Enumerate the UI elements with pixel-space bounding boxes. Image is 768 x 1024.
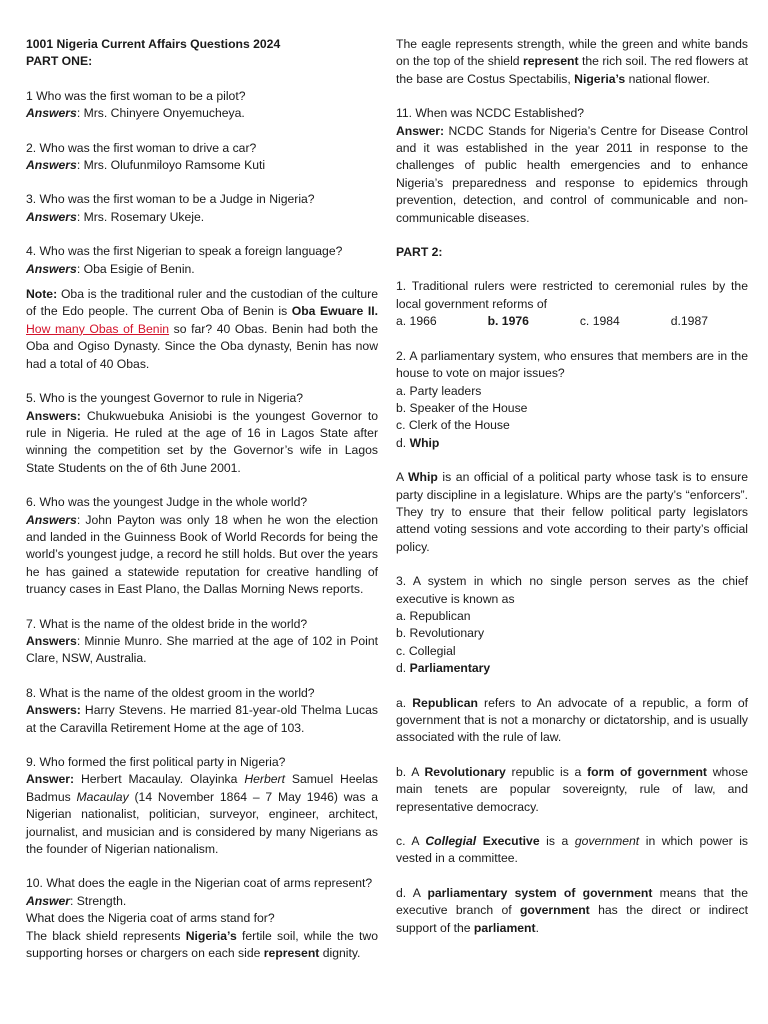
definition-c bbox=[396, 833, 748, 868]
def-term: parliamentary system of government bbox=[427, 885, 653, 900]
answer-label: Answers bbox=[26, 261, 77, 276]
question-10 bbox=[26, 875, 378, 962]
note-label: Note: bbox=[26, 287, 58, 302]
options-row bbox=[396, 313, 748, 330]
answer-label: Answers bbox=[26, 158, 77, 173]
answer-label: Answers: bbox=[26, 408, 81, 423]
option-a: a. 1966 bbox=[396, 314, 437, 329]
question-text: 10. What does the eagle in the Nigerian coat of arms represent? bbox=[26, 876, 373, 891]
option-d bbox=[396, 660, 748, 677]
answer-value: : Mrs. Rosemary Ukeje. bbox=[76, 209, 205, 224]
question-text: 6. Who was the youngest Judge in the whole world? bbox=[26, 495, 308, 510]
def-prefix: a. bbox=[396, 695, 413, 710]
answer-text bbox=[26, 157, 378, 174]
answer-italic-2: Macaulay bbox=[76, 789, 129, 804]
document-header bbox=[26, 36, 378, 71]
whip-text-2: is an official of a political party whose task is to ensure party discipline in a legislature. Whips are the party’s “enforcers”. They try to ensure that their fellow political party legislators attend voting sessions and vote according to their party’s official policy. bbox=[396, 470, 749, 554]
answer-value: : Mrs. Chinyere Onyemucheya. bbox=[76, 106, 245, 121]
question-text: 9. Who formed the first political party in Nigeria? bbox=[26, 755, 286, 769]
oba-name: Oba Ewuare II. bbox=[291, 304, 378, 319]
option-c: c. Collegial bbox=[396, 643, 456, 658]
def-term: Revolutionary bbox=[424, 764, 506, 779]
eagle-text-1: The eagle represents strength, while the green and white bands on the top of the shield bbox=[396, 37, 748, 69]
option-d: d.1987 bbox=[670, 314, 708, 329]
part-one-heading: PART ONE: bbox=[26, 54, 93, 69]
answer-label: Answers: bbox=[26, 703, 81, 718]
option-a: a. Republican bbox=[396, 608, 471, 623]
question-text: 2. A parliamentary system, who ensures that members are in the house to vote on major issues? bbox=[396, 348, 748, 381]
option-b: b. Speaker of the House bbox=[396, 400, 528, 415]
option-b: b. 1976 bbox=[487, 314, 529, 329]
question-6 bbox=[26, 494, 378, 598]
question-text: 8. What is the name of the oldest groom in the world? bbox=[26, 685, 315, 700]
answer-label: Answer: bbox=[396, 123, 445, 138]
question-8 bbox=[26, 685, 378, 737]
part-two-heading: PART 2: bbox=[396, 245, 443, 260]
note-paragraph bbox=[26, 286, 378, 373]
def-term-2: Executive bbox=[476, 834, 540, 849]
answer-text-1: Herbert Macaulay. Olayinka bbox=[74, 772, 245, 787]
def-prefix: d. A bbox=[396, 885, 428, 900]
answer-value: NCDC Stands for Nigeria’s Centre for Disease Control and it was established in the year 2011 in response to the challenges of public health emergencies and to enhance Nigeria’s preparedness and response to epidemics through prevention, detection, and control of communicable and non-communicable diseases. bbox=[396, 123, 748, 225]
part2-question-1 bbox=[396, 278, 748, 330]
shield-text-1: The black shield represents bbox=[26, 928, 186, 943]
def-term-3: parliament bbox=[473, 920, 536, 935]
def-prefix: b. A bbox=[396, 764, 425, 779]
def-italic: government bbox=[574, 834, 640, 849]
answer-value: : Mrs. Olufunmiloyo Ramsome Kuti bbox=[76, 158, 266, 173]
answer-text bbox=[26, 893, 378, 910]
answer-value: : Oba Esigie of Benin. bbox=[76, 261, 195, 276]
shield-bold-2: represent bbox=[263, 946, 320, 961]
question-3 bbox=[26, 191, 378, 226]
def-text-1: is a bbox=[539, 834, 575, 849]
answer-value: : John Payton was only 18 when he won the election and landed in the Guinness Book of World Records for being the world’s youngest judge, a record he still holds. But over the years he has gained a statewide reputation for creative handling of truancy cases in East Plano, the Dallas Morning News reports. bbox=[26, 512, 378, 597]
definition-a bbox=[396, 695, 748, 747]
def-text-2: has the direct or indirect support of the bbox=[396, 903, 748, 935]
question-text: 2. Who was the first woman to drive a car? bbox=[26, 140, 257, 155]
def-text-1: republic is a bbox=[505, 764, 588, 779]
eagle-bold-1: represent bbox=[523, 54, 579, 69]
question-text: 4. Who was the first Nigerian to speak a foreign language? bbox=[26, 244, 343, 259]
whip-paragraph bbox=[396, 469, 748, 556]
answer-label: Answers bbox=[26, 209, 77, 224]
answer-text bbox=[26, 261, 378, 278]
answer-value: Harry Stevens. He married 81-year-old Thelma Lucas at the Caravilla Retirement Home at the age of 103. bbox=[26, 703, 378, 735]
shield-text-2: fertile soil, while the two supporting horses or chargers on each side bbox=[26, 928, 378, 961]
answer-text-2: Samuel Heelas Badmus bbox=[26, 772, 378, 804]
obas-of-benin-link[interactable]: How many Obas of Benin bbox=[26, 321, 170, 336]
answer-label: Answers bbox=[26, 106, 77, 121]
eagle-bold-2: Nigeria’s bbox=[574, 71, 626, 86]
option-a: a. Party leaders bbox=[396, 383, 482, 398]
whip-text-1: A bbox=[396, 470, 409, 485]
question-7 bbox=[26, 616, 378, 668]
question-text: 5. Who is the youngest Governor to rule in Nigeria? bbox=[26, 391, 304, 406]
part2-question-2 bbox=[396, 348, 748, 452]
question-text: 1. Traditional rulers were restricted to ceremonial rules by the local government reforms of bbox=[396, 279, 748, 311]
option-d-answer: Parliamentary bbox=[409, 661, 491, 676]
whip-bold: Whip bbox=[408, 470, 438, 485]
option-c: c. Clerk of the House bbox=[396, 418, 510, 433]
def-prefix: c. A bbox=[396, 834, 426, 849]
answer-text bbox=[26, 105, 378, 122]
part-two-header bbox=[396, 244, 748, 261]
answer-label: Answers bbox=[26, 633, 77, 648]
definition-b bbox=[396, 764, 748, 816]
question-text: 11. When was NCDC Established? bbox=[396, 106, 585, 121]
answer-value: : Minnie Munro. She married at the age of 102 in Point Clare, NSW, Australia. bbox=[26, 633, 378, 666]
option-c: c. 1984 bbox=[579, 314, 620, 329]
shield-text-3: dignity. bbox=[319, 946, 361, 961]
def-text-3: . bbox=[535, 920, 539, 935]
eagle-text-3: national flower. bbox=[625, 71, 710, 86]
question-11 bbox=[396, 105, 748, 227]
shield-bold-1: Nigeria’s bbox=[185, 928, 237, 943]
answer-label: Answers bbox=[26, 512, 77, 527]
option-b: b. Revolutionary bbox=[396, 626, 485, 641]
answer-label: Answer: bbox=[26, 772, 75, 787]
def-text-2: in which power is vested in a committee. bbox=[396, 834, 748, 866]
question-4 bbox=[26, 243, 378, 278]
answer-value: Chukwuebuka Anisiobi is the youngest Governor to rule in Nigeria. He ruled at the age of 16 in Lagos State after winning the competition set by the Governor’s wife in Lagos State Students on the of 6th June 2001. bbox=[26, 408, 378, 475]
left-column bbox=[26, 36, 378, 979]
question-5 bbox=[26, 390, 378, 477]
question-9 bbox=[26, 754, 378, 858]
def-term-2: government bbox=[519, 903, 590, 918]
answer-value: : Strength. bbox=[70, 893, 127, 908]
question-2 bbox=[26, 140, 378, 175]
def-text: refers to An advocate of a republic, a form of government that is not a monarchy or dictatorship, and is usually associated with the rule of law. bbox=[396, 695, 749, 745]
option-d-prefix: d. bbox=[396, 435, 410, 450]
eagle-text-2: the rich soil. The red flowers at the base are Costus Spectabilis, bbox=[396, 54, 748, 86]
answer-italic-1: Herbert bbox=[244, 772, 285, 787]
def-text-2: whose main tenets are popular sovereignty, rule of law, and representative democracy. bbox=[396, 764, 748, 814]
question-text: 1 Who was the first woman to be a pilot? bbox=[26, 88, 246, 103]
answer-label: Answer bbox=[26, 893, 71, 908]
question-text: 3. A system in which no single person serves as the chief executive is known as bbox=[396, 574, 748, 606]
def-term-2: form of government bbox=[587, 764, 707, 779]
question-1 bbox=[26, 88, 378, 123]
sub-question-text: What does the Nigeria coat of arms stand for? bbox=[26, 911, 275, 926]
document-title: 1001 Nigeria Current Affairs Questions 2024 bbox=[26, 37, 281, 51]
def-text-1: means that the executive branch of bbox=[396, 885, 748, 918]
option-d-answer: Whip bbox=[409, 435, 440, 450]
definition-d bbox=[396, 885, 748, 937]
answer-text-3: (14 November 1864 – 7 May 1946) was a Nigerian nationalist, politician, surveyor, engineer, architect, journalist, and musician and is considered by many Nigerians as the founder of Nigerian nationalism. bbox=[26, 789, 378, 857]
option-d bbox=[396, 435, 748, 452]
right-column bbox=[396, 36, 748, 954]
question-text: 3. Who was the first woman to be a Judge in Nigeria? bbox=[26, 192, 315, 207]
part2-question-3 bbox=[396, 573, 748, 677]
note-text-2: so far? 40 Obas. Benin had both the Oba and Ogiso Dynasty. Since the Oba dynasty, Benin has now had a total of 40 Obas. bbox=[26, 321, 378, 371]
def-term: Collegial bbox=[425, 834, 477, 849]
def-term: Republican bbox=[412, 695, 478, 710]
option-d-prefix: d. bbox=[396, 661, 410, 676]
eagle-paragraph bbox=[396, 36, 748, 88]
answer-text bbox=[26, 209, 378, 226]
question-text: 7. What is the name of the oldest bride in the world? bbox=[26, 616, 308, 631]
note-text-1: Oba is the traditional ruler and the custodian of the culture of the Edo people. The current Oba of Benin is bbox=[26, 287, 378, 319]
